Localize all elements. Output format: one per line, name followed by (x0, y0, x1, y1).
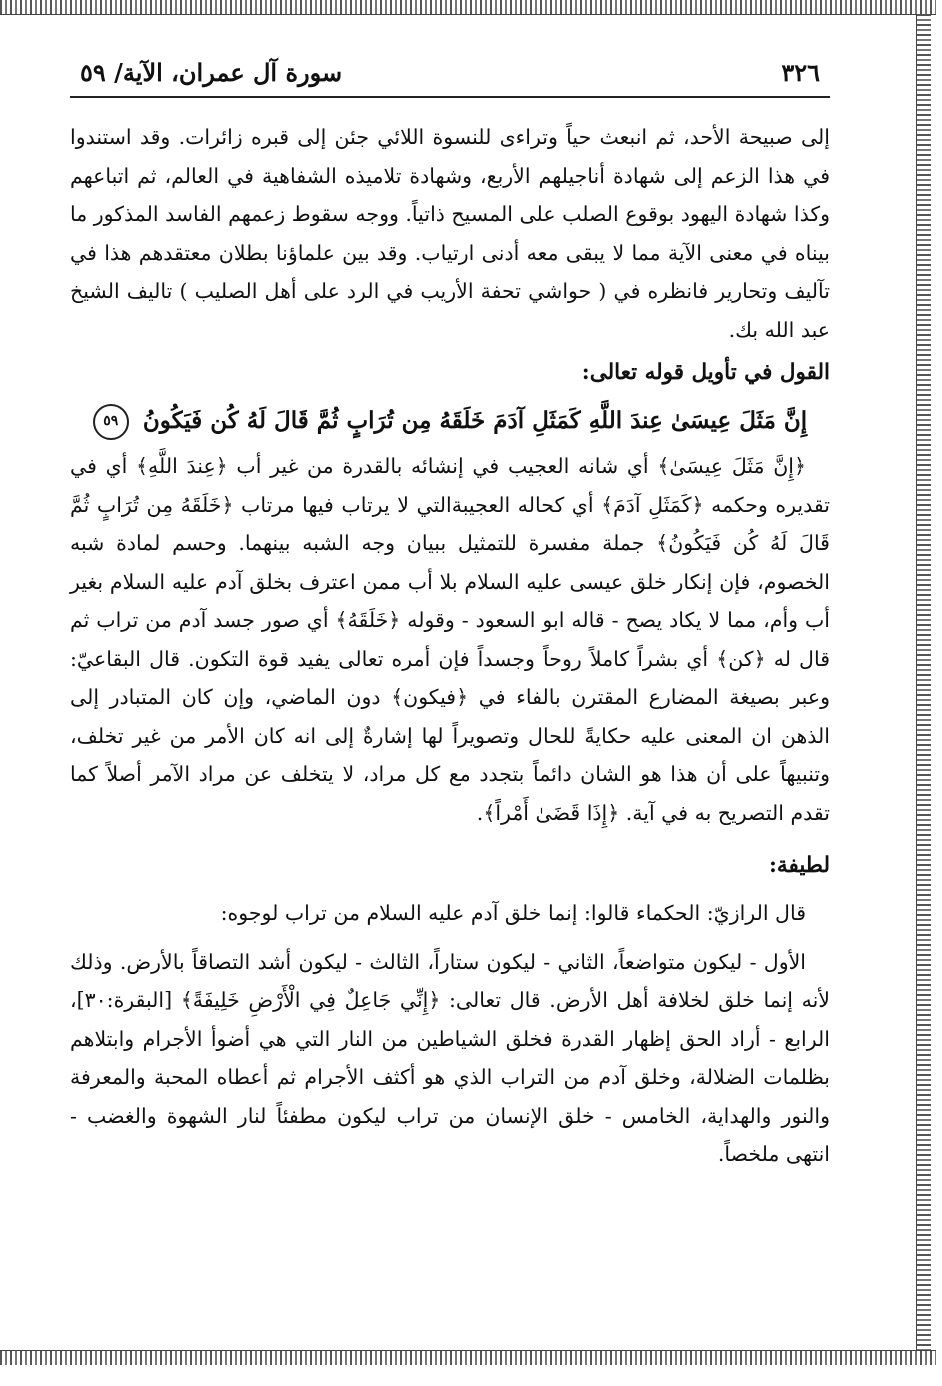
latifa-heading: لطيفة: (768, 853, 830, 878)
decorative-border-top (0, 0, 936, 15)
book-page (70, 58, 830, 1174)
quran-verse (70, 395, 830, 447)
verse-text: إِنَّ مَثَلَ عِيسَىٰ عِندَ اللَّهِ كَمَثَلِ آدَمَ خَلَقَهُ مِن تُرَابٍ ثُمَّ قَالَ لَهُ كُن فَيَكُونُ (142, 407, 808, 434)
page-header (70, 58, 830, 98)
verse-number-marker: ٥٩ (93, 404, 129, 440)
running-title: سورة آل عمران، الآية/ ٥٩ (80, 58, 343, 87)
decorative-border-side (916, 14, 931, 1350)
paragraph-intro: إلى صبيحة الأحد، ثم انبعث حياً وتراءى للنسوة اللائي جئن إلى قبره زائرات. وقد استندوا في هذا الزعم إلى شهادة أناجيلهم الأربع، وشهادة تلاميذه الشفاهية في العالم، ثم اتباعهم وكذا شهادة اليهود بوقوع الصلب على المسيح ذاتياً. ووجه سقوط زعمهم الفاسد المذكور ما بيناه في معنى الآية مما لا يبقى معه أدنى ارتياب. وقد بين علماؤنا بطلان معتقدهم هذا في تآليف وتحارير فانظره في ( حواشي تحفة الأريب في الرد على أهل الصليب ) تاليف الشيخ عبد الله بك. (70, 125, 830, 342)
page-number: ٣٢٦ (781, 58, 820, 87)
decorative-border-bottom (0, 1350, 936, 1365)
section-heading: القول في تأويل قوله تعالى: (581, 360, 830, 385)
razi-reasons-paragraph: الأول - ليكون متواضعاً، الثاني - ليكون ستاراً، الثالث - ليكون أشد التصاقاً بالأرض. وذلك لأنه إنما خلق لخلافة أهل الأرض. قال تعالى: ﴿إِنِّي جَاعِلٌ فِي الْأَرْضِ خَلِيفَةً﴾ [البقرة:٣٠]، الرابع - أراد الحق إظهار القدرة فخلق الشياطين من النار التي هي أضوأ الأجرام وابتلاهم بظلمات الضلالة، وخلق آدم من التراب الذي هو أكثف الأجرام ثم أعطاه المحبة والمعرفة والنور والهداية، الخامس - خلق الإنسان من تراب ليكون مطفئاً لنار الشهوة والغضب - انتهى ملخصاً. (70, 949, 830, 1166)
tafsir-paragraph: ﴿إِنَّ مَثَلَ عِيسَىٰ﴾ أي شانه العجيب في إنشائه بالقدرة من غير أب ﴿عِندَ اللَّهِ﴾ أي في تقديره وحكمه ﴿كَمَثَلِ آدَمَ﴾ أي كحاله العجيبةالتي لا يرتاب فيها مرتاب ﴿خَلَقَهُ مِن تُرَابٍ ثُمَّ قَالَ لَهُ كُن فَيَكُونُ﴾ جملة مفسرة للتمثيل ببيان وجه الشبه بينهما. وحسم لمادة شبه الخصوم، فإن إنكار خلق عيسى عليه السلام بلا أب ممن اعترف بخلق آدم عليه السلام بغير أب وأم، مما لا يكاد يصح - قاله ابو السعود - وقوله ﴿خَلَقَهُ﴾ أي صور جسد آدم من تراب ثم قال له ﴿كن﴾ أي بشراً كاملاً روحاً وجسداً فإن أمره تعالى يفيد قوة التكون. قال البقاعيّ: وعبر بصيغة المضارع المقترن بالفاء في ﴿فيكون﴾ دون الماضي، وإن كان المتبادر إلى الذهن ان المعنى عليه حكايةً للحال وتصويراً لها إشارةٌ إلى انه كان الأمر من غير تخلف، وتنبيهاً على أن هذا هو الشان دائماً بتجدد مع كل مراد، لا يتخلف عن مراد الآمر أصلاً كما تقدم التصريح به في آية. ﴿إِذَا قَضَىٰ أَمْراً﴾. (70, 454, 830, 825)
razi-quote: قال الرازيّ: الحكماء قالوا: إنما خلق آدم عليه السلام من تراب لوجوه: (220, 901, 806, 925)
